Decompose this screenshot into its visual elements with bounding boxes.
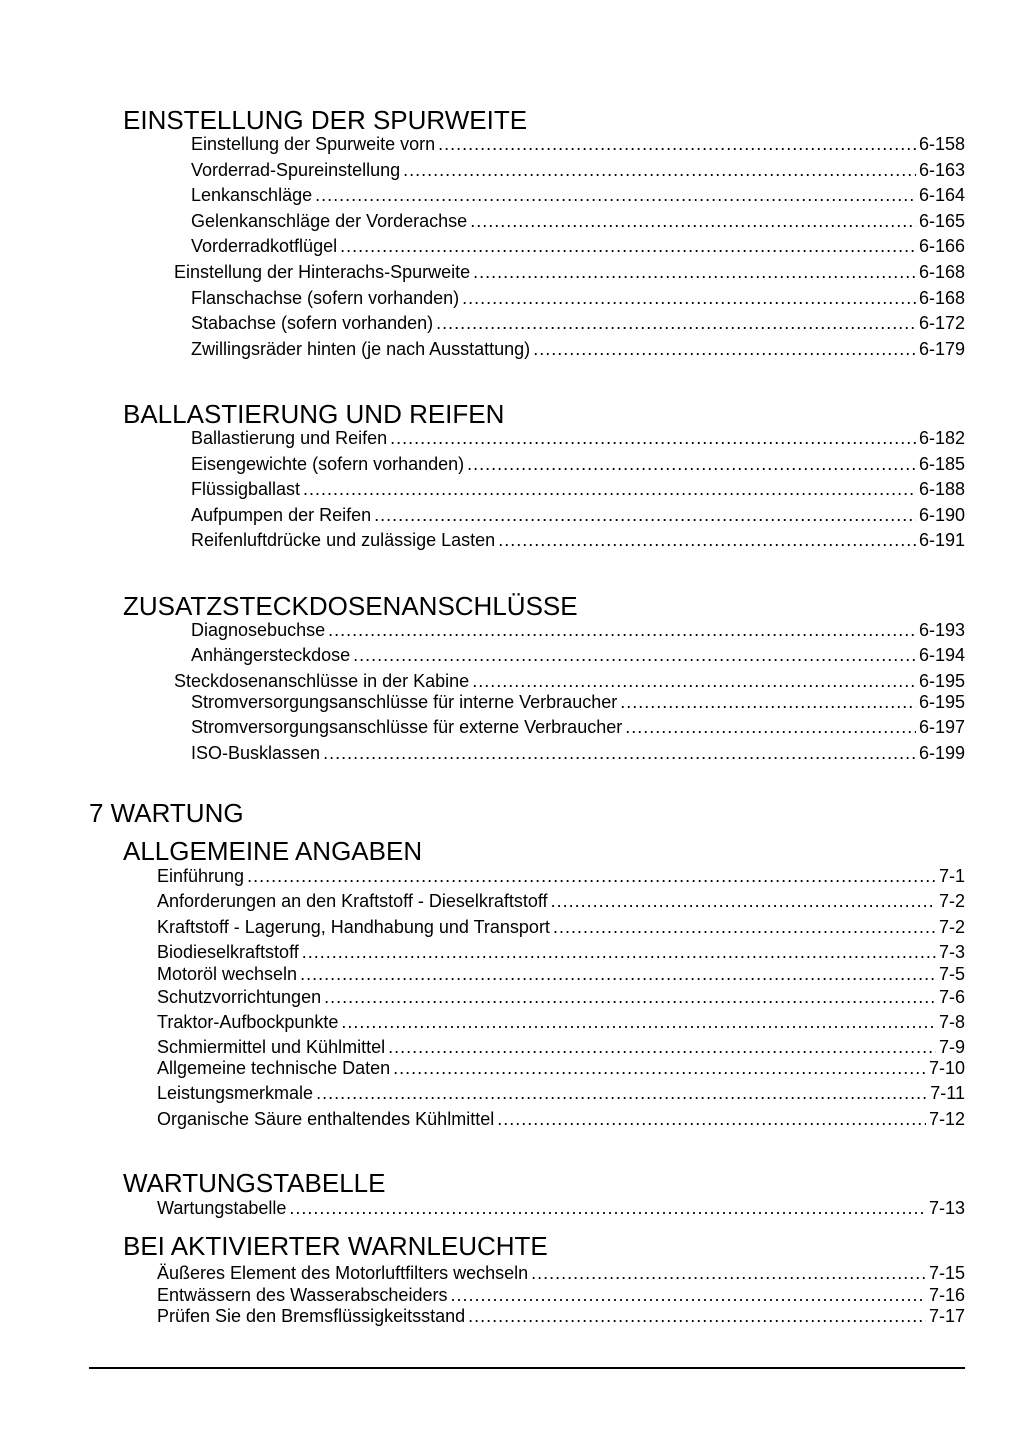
entry-page: 6-168 [918,288,965,308]
dot-leader [324,985,936,1009]
toc-entry[interactable] [191,477,965,501]
dot-leader [498,528,916,552]
entry-title: Motoröl wechseln [157,964,298,984]
entry-page: 6-188 [918,479,965,499]
section-heading: WARTUNGSTABELLE [123,1168,386,1198]
dot-leader [316,1081,927,1105]
dot-leader [438,132,916,156]
entry-title: Einführung [157,866,245,886]
dot-leader [302,940,936,964]
footer-rule [89,1367,965,1369]
toc-entry[interactable] [191,503,965,527]
entry-page: 6-166 [918,236,965,256]
entry-page: 7-17 [928,1306,965,1326]
dot-leader [247,864,936,888]
entry-title: Gelenkanschläge der Vorderachse [191,211,468,231]
toc-entry[interactable] [191,209,965,233]
dot-leader [289,1196,926,1220]
entry-page: 6-182 [918,428,965,448]
entry-page: 6-172 [918,313,965,333]
dot-leader [533,337,916,361]
entry-title: ISO-Busklassen [191,743,321,763]
entry-title: Vorderrad-Spureinstellung [191,160,401,180]
entry-page: 6-190 [918,505,965,525]
entry-page: 6-199 [918,743,965,763]
toc-entry[interactable] [191,690,965,714]
entry-title: Stromversorgungsanschlüsse für interne Verbraucher [191,692,618,712]
entry-page: 6-158 [918,134,965,154]
chapter-title: 7 WARTUNG [89,798,244,828]
toc-entry[interactable] [191,286,965,310]
dot-leader [467,452,916,476]
toc-entry[interactable] [191,234,965,258]
toc-entry[interactable] [191,715,965,739]
toc-entry[interactable] [157,889,965,913]
toc-entry[interactable] [191,337,965,361]
entry-title: Biodieselkraftstoff [157,942,299,962]
entry-title: Flanschachse (sofern vorhanden) [191,288,460,308]
toc-entry[interactable] [157,1056,965,1080]
entry-title: Äußeres Element des Motorluftfilters wechseln [157,1263,529,1283]
entry-page: 6-194 [918,645,965,665]
entry-title: Eisengewichte (sofern vorhanden) [191,454,465,474]
entry-page: 6-191 [918,530,965,550]
entry-title: Wartungstabelle [157,1198,287,1218]
entry-title: Reifenluftdrücke und zulässige Lasten [191,530,496,550]
entry-page: 6-165 [918,211,965,231]
toc-entry[interactable] [157,985,965,1009]
toc-entry[interactable] [157,940,965,964]
toc-entry[interactable] [191,183,965,207]
section-heading: BALLASTIERUNG UND REIFEN [123,399,505,429]
entry-page: 7-5 [938,964,965,984]
toc-entry[interactable] [191,452,965,476]
toc-entry[interactable] [191,618,965,642]
section-heading: ALLGEMEINE ANGABEN [123,836,423,866]
toc-entry[interactable] [157,915,965,939]
entry-page: 7-12 [928,1109,965,1129]
entry-page: 6-179 [918,339,965,359]
dot-leader [323,741,916,765]
entry-title: Flüssigballast [191,479,301,499]
dot-leader [341,1010,936,1034]
entry-title: Aufpumpen der Reifen [191,505,372,525]
dot-leader [468,1304,926,1328]
dot-leader [436,311,916,335]
dot-leader [353,643,916,667]
entry-title: Schutzvorrichtungen [157,987,322,1007]
dot-leader [473,260,916,284]
entry-title: Vorderradkotflügel [191,236,338,256]
dot-leader [470,209,916,233]
entry-page: 6-197 [918,717,965,737]
entry-page: 6-195 [918,671,965,691]
entry-title: Kraftstoff - Lagerung, Handhabung und Transport [157,917,550,937]
entry-page: 6-168 [918,262,965,282]
toc-entry[interactable] [191,528,965,552]
entry-page: 6-163 [918,160,965,180]
dot-leader [328,618,916,642]
dot-leader [300,962,936,986]
section-heading: BEI AKTIVIERTER WARNLEUCHTE [123,1231,548,1261]
dot-leader [620,690,916,714]
entry-title: Lenkanschläge [191,185,313,205]
toc-entry[interactable] [157,1010,965,1034]
entry-page: 7-8 [938,1012,965,1032]
entry-page: 7-11 [930,1083,965,1103]
entry-page: 6-185 [918,454,965,474]
toc-entry[interactable] [191,426,965,450]
dot-leader [374,503,916,527]
dot-leader [340,234,916,258]
entry-title: Ballastierung und Reifen [191,428,388,448]
entry-page: 6-195 [918,692,965,712]
entry-page: 7-2 [938,891,965,911]
toc-entry[interactable] [191,158,965,182]
entry-page: 7-16 [928,1285,965,1305]
dot-leader [315,183,916,207]
dot-leader [625,715,916,739]
dot-leader [551,889,936,913]
entry-page: 7-15 [928,1263,965,1283]
toc-entry[interactable] [157,1261,965,1285]
toc-entry[interactable] [157,962,965,986]
entry-title: Einstellung der Spurweite vorn [191,134,436,154]
toc-entry[interactable] [157,1196,965,1220]
section-heading: ZUSATZSTECKDOSENANSCHLÜSSE [123,591,578,621]
section-heading: EINSTELLUNG DER SPURWEITE [123,105,528,135]
entry-title: Organische Säure enthaltendes Kühlmittel [157,1109,495,1129]
toc-entry[interactable] [191,741,965,765]
entry-title: Schmiermittel und Kühlmittel [157,1037,386,1057]
entry-title: Entwässern des Wasserabscheiders [157,1285,448,1305]
toc-entry[interactable] [157,1304,965,1328]
entry-page: 7-2 [938,917,965,937]
toc-entry[interactable] [157,864,965,888]
entry-title: Anhängersteckdose [191,645,351,665]
toc-entry[interactable] [191,311,965,335]
toc-entry[interactable] [174,260,965,284]
dot-leader [553,915,936,939]
toc-entry[interactable] [157,1107,965,1131]
entry-title: Zwillingsräder hinten (je nach Ausstattung) [191,339,531,359]
entry-title: Allgemeine technische Daten [157,1058,391,1078]
entry-page: 7-3 [938,942,965,962]
entry-title: Traktor-Aufbockpunkte [157,1012,339,1032]
dot-leader [303,477,916,501]
entry-page: 7-1 [938,866,965,886]
toc-entry[interactable] [191,643,965,667]
dot-leader [531,1261,926,1285]
entry-title: Einstellung der Hinterachs-Spurweite [174,262,471,282]
entry-page: 6-164 [918,185,965,205]
entry-title: Steckdosenanschlüsse in der Kabine [174,671,470,691]
entry-title: Anforderungen an den Kraftstoff - Dieselkraftstoff [157,891,548,911]
dot-leader [403,158,916,182]
toc-entry[interactable] [157,1081,965,1105]
entry-title: Stromversorgungsanschlüsse für externe Verbraucher [191,717,623,737]
toc-entry[interactable] [191,132,965,156]
entry-page: 6-193 [918,620,965,640]
dot-leader [393,1056,926,1080]
dot-leader [390,426,916,450]
entry-title: Prüfen Sie den Bremsflüssigkeitsstand [157,1306,466,1326]
entry-page: 7-10 [928,1058,965,1078]
dot-leader [462,286,916,310]
entry-page: 7-6 [938,987,965,1007]
entry-title: Diagnosebuchse [191,620,326,640]
entry-page: 7-9 [938,1037,965,1057]
entry-page: 7-13 [928,1198,965,1218]
entry-title: Stabachse (sofern vorhanden) [191,313,434,333]
entry-title: Leistungsmerkmale [157,1083,314,1103]
dot-leader [497,1107,926,1131]
